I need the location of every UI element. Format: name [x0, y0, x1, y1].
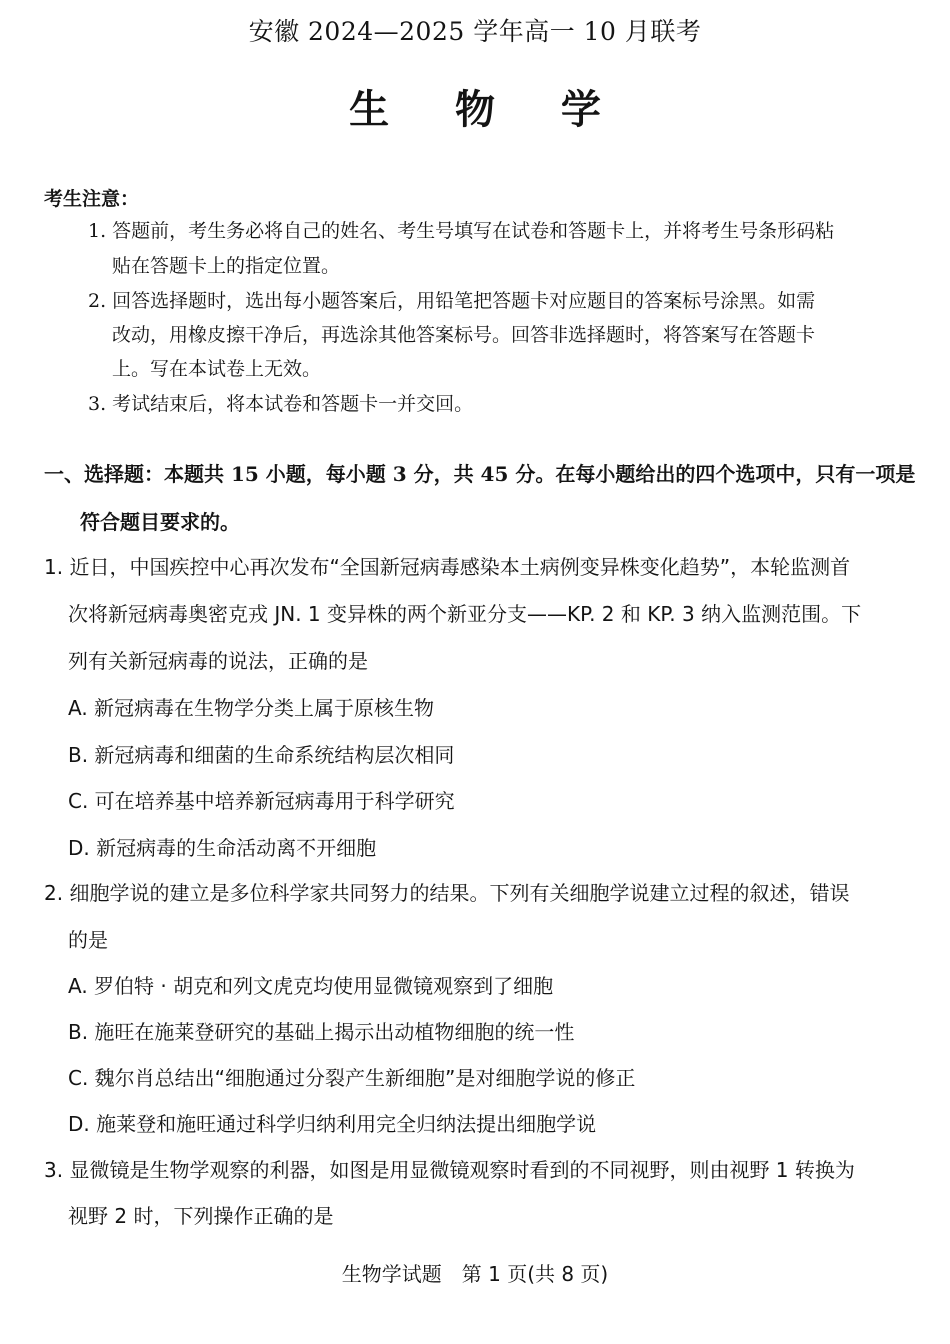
notice-item-1-line-2: 贴在答题卡上的指定位置。	[112, 255, 341, 277]
question-2-option-b: B. 施旺在施莱登研究的基础上揭示出动植物细胞的统一性	[68, 1020, 575, 1044]
exam-title: 安徽 2024—2025 学年高一 10 月联考	[248, 17, 702, 46]
notice-item-3-line-1: 3. 考试结束后，将本试卷和答题卡一并交回。	[88, 393, 474, 415]
question-1-stem-line-2: 次将新冠病毒奥密克戎 JN. 1 变异株的两个新亚分支——KP. 2 和 KP. 3 纳入监测范围。下	[68, 602, 862, 626]
question-1-option-b: B. 新冠病毒和细菌的生命系统结构层次相同	[68, 743, 455, 767]
question-1-option-d: D. 新冠病毒的生命活动离不开细胞	[68, 836, 377, 860]
question-2-option-a: A. 罗伯特 · 胡克和列文虎克均使用显微镜观察到了细胞	[68, 974, 554, 998]
notice-item-2-line-1: 2. 回答选择题时，选出每小题答案后，用铅笔把答题卡对应题目的答案标号涂黑。如需	[88, 290, 816, 312]
question-1-stem-line-3: 列有关新冠病毒的说法，正确的是	[68, 649, 368, 673]
notice-item-2-line-2: 改动，用橡皮擦干净后，再选涂其他答案标号。回答非选择题时，将答案写在答题卡	[112, 324, 816, 346]
question-2-stem-line-1: 2. 细胞学说的建立是多位科学家共同努力的结果。下列有关细胞学说建立过程的叙述，错误	[44, 881, 850, 905]
question-2-stem-line-2: 的是	[68, 928, 108, 952]
question-2-option-c: C. 魏尔肖总结出“细胞通过分裂产生新细胞”是对细胞学说的修正	[68, 1066, 636, 1090]
subject-title: 生 物 学	[349, 86, 627, 133]
section-heading-line-1: 一、选择题：本题共 15 小题，每小题 3 分，共 45 分。在每小题给出的四个选项中，只有一项是	[44, 462, 916, 486]
question-3-stem-line-1: 3. 显微镜是生物学观察的利器，如图是用显微镜观察时看到的不同视野，则由视野 1 转换为	[44, 1158, 855, 1182]
notice-item-1-line-1: 1. 答题前，考生务必将自己的姓名、考生号填写在试卷和答题卡上，并将考生号条形码粘	[88, 220, 835, 242]
question-1-option-a: A. 新冠病毒在生物学分类上属于原核生物	[68, 696, 435, 720]
section-heading-line-2: 符合题目要求的。	[80, 510, 240, 534]
notice-item-2-line-3: 上。写在本试卷上无效。	[112, 358, 322, 380]
question-3-stem-line-2: 视野 2 时，下列操作正确的是	[68, 1204, 334, 1228]
page-footer: 生物学试题 第 1 页(共 8 页)	[341, 1262, 609, 1286]
question-1-option-c: C. 可在培养基中培养新冠病毒用于科学研究	[68, 789, 455, 813]
question-2-option-d: D. 施莱登和施旺通过科学归纳利用完全归纳法提出细胞学说	[68, 1112, 597, 1136]
question-1-stem-line-1: 1. 近日，中国疾控中心再次发布“全国新冠病毒感染本土病例变异株变化趋势”，本轮监测首	[44, 555, 851, 579]
notice-heading: 考生注意：	[44, 188, 140, 210]
